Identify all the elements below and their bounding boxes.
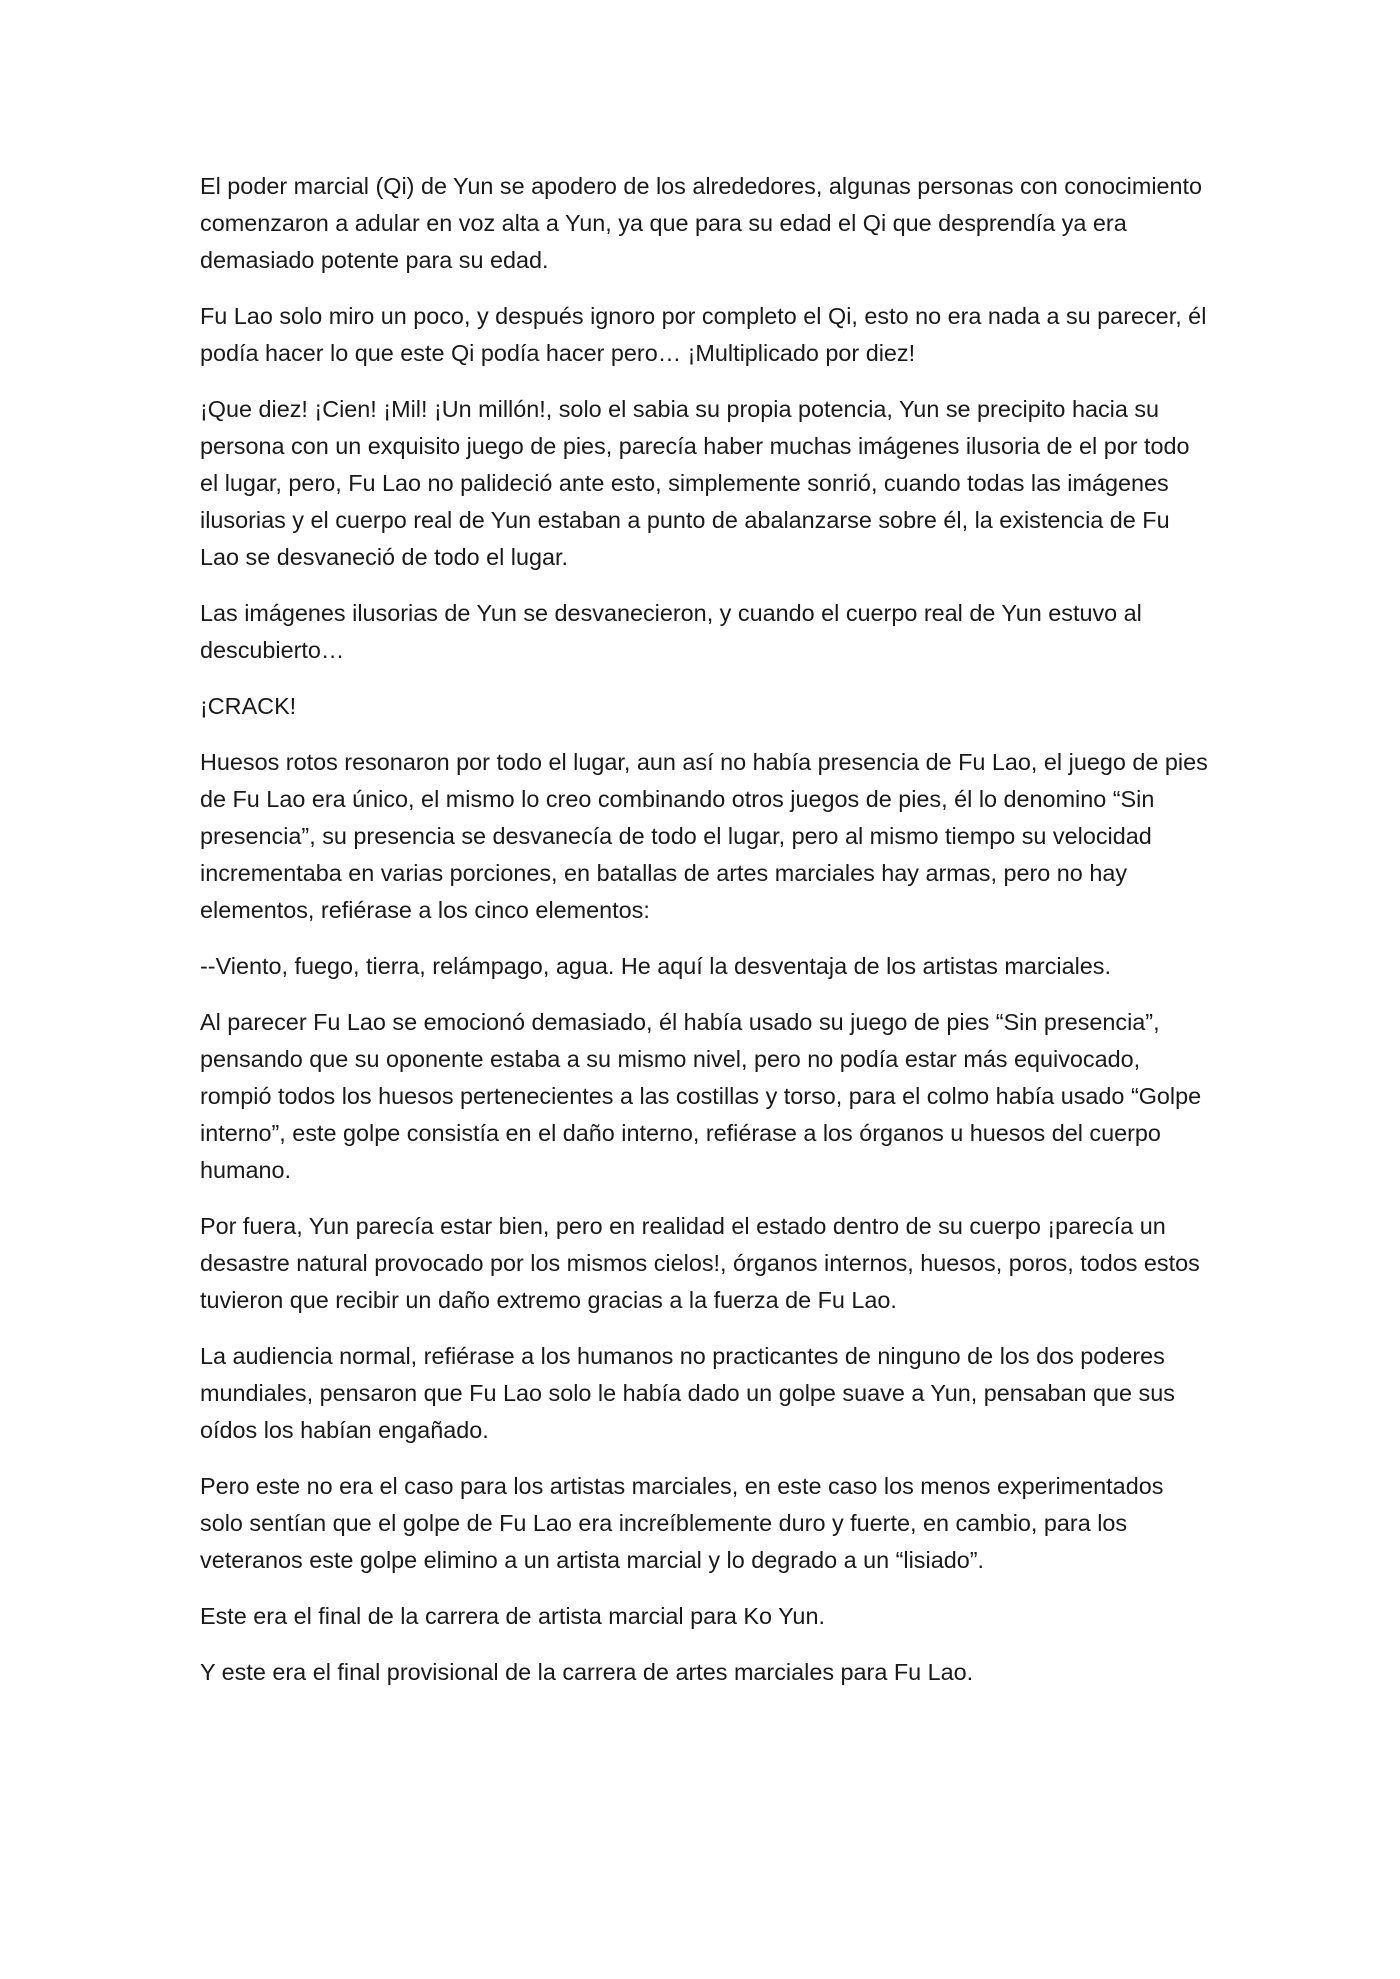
paragraph: El poder marcial (Qi) de Yun se apodero de los alrededores, algunas personas con conocimiento comenzaron a adular en voz alta a Yun, ya que para su edad el Qi que desprendía ya era demasiado potente para su edad. — [200, 173, 1203, 273]
paragraph: Por fuera, Yun parecía estar bien, pero en realidad el estado dentro de su cuerpo ¡parecía un desastre natural provocado por los mismos cielos!, órganos internos, huesos, poros, todos estos tuvieron que recibir un daño extremo gracias a la fuerza de Fu Lao. — [200, 1213, 1200, 1313]
paragraph: Este era el final de la carrera de artista marcial para Ko Yun. — [200, 1603, 825, 1629]
paragraph: ¡CRACK! — [200, 693, 297, 719]
paragraph: Al parecer Fu Lao se emocionó demasiado, él había usado su juego de pies “Sin presencia”, pensando que su oponente estaba a su mismo nivel, pero no podía estar más equivocado, rompió todos los huesos pertenecientes a las costillas y torso, para el colmo había usado “Golpe interno”, este golpe consistía en el daño interno, refiérase a los órganos u huesos del cuerpo humano. — [200, 1009, 1202, 1183]
paragraph: Las imágenes ilusorias de Yun se desvanecieron, y cuando el cuerpo real de Yun estuvo al descubierto… — [200, 600, 1142, 663]
paragraph: La audiencia normal, refiérase a los humanos no practicantes de ninguno de los dos poderes mundiales, pensaron que Fu Lao solo le había dado un golpe suave a Yun, pensaban que sus oídos los habían engañado. — [200, 1343, 1175, 1443]
paragraph: Pero este no era el caso para los artistas marciales, en este caso los menos experimentados solo sentían que el golpe de Fu Lao era increíblemente duro y fuerte, en cambio, para los veteranos este golpe elimino a un artista marcial y lo degrado a un “lisiado”. — [200, 1473, 1164, 1573]
paragraph: --Viento, fuego, tierra, relámpago, agua. He aquí la desventaja de los artistas marciales. — [200, 953, 1112, 979]
paragraph: Huesos rotos resonaron por todo el lugar, aun así no había presencia de Fu Lao, el juego de pies de Fu Lao era único, el mismo lo creo combinando otros juegos de pies, él lo denomino “Sin presencia”, su presencia se desvanecía de todo el lugar, pero al mismo tiempo su velocidad incrementaba en varias porciones, en batallas de artes marciales hay armas, pero no hay elementos, refiérase a los cinco elementos: — [200, 749, 1208, 923]
paragraph: ¡Que diez! ¡Cien! ¡Mil! ¡Un millón!, solo el sabia su propia potencia, Yun se precipito hacia su persona con un exquisito juego de pies, parecía haber muchas imágenes ilusoria de el por todo el lugar, pero, Fu Lao no palideció ante esto, simplemente sonrió, cuando todas las imágenes ilusorias y el cuerpo real de Yun estaban a punto de abalanzarse sobre él, la existencia de Fu Lao se desvaneció de todo el lugar. — [200, 396, 1190, 570]
paragraph: Y este era el final provisional de la carrera de artes marciales para Fu Lao. — [200, 1659, 974, 1685]
paragraph: Fu Lao solo miro un poco, y después ignoro por completo el Qi, esto no era nada a su parecer, él podía hacer lo que este Qi podía hacer pero… ¡Multiplicado por diez! — [200, 303, 1207, 366]
document-body — [200, 168, 1210, 1710]
